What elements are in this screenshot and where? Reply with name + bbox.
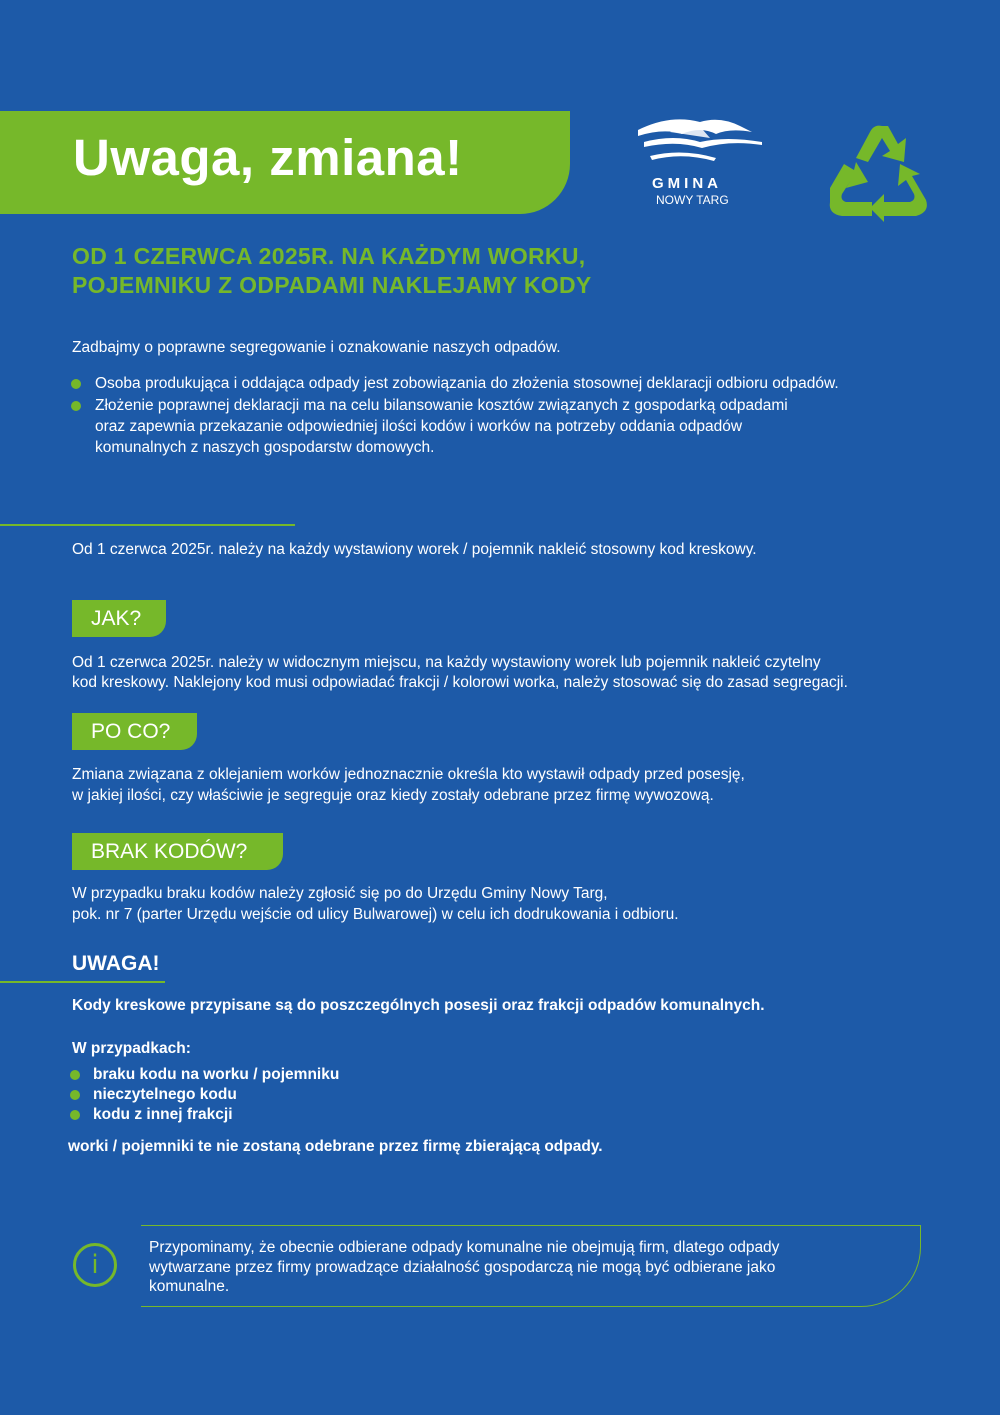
poco-text-line: Zmiana związana z oklejaniem worków jednoznacznie określa kto wystawił odpady przed posesję, xyxy=(72,766,745,783)
notice-text: Od 1 czerwca 2025r. należy na każdy wystawiony worek / pojemnik nakleić stosowny kod kreskowy. xyxy=(72,541,757,558)
section-tag-jak: JAK? xyxy=(72,600,166,637)
intro-text: Zadbajmy o poprawne segregowanie i oznakowanie naszych odpadów. xyxy=(72,339,561,356)
case-item: kodu z innej frakcji xyxy=(93,1106,233,1123)
info-icon: i xyxy=(73,1243,117,1287)
uwaga-heading: UWAGA! xyxy=(72,952,160,975)
bullet-dot xyxy=(71,401,81,411)
info-text-line: wytwarzane przez firmy prowadzące działalność gospodarczą nie mogą być odbierane jako xyxy=(149,1259,776,1276)
bullet-dot xyxy=(70,1070,80,1080)
info-text-line: Przypominamy, że obecnie odbierane odpady komunalne nie obejmują firm, dlatego odpady xyxy=(149,1239,780,1256)
page-title: Uwaga, zmiana! xyxy=(73,129,463,186)
jak-text-line: kod kreskowy. Naklejony kod musi odpowiadać frakcji / kolorowi worka, należy stosować się do zasad segregacji. xyxy=(72,674,848,691)
bullet-item: Złożenie poprawnej deklaracji ma na celu bilansowanie kosztów związanych z gospodarką odpadami xyxy=(95,397,788,414)
poco-text-line: w jakiej ilości, czy właściwie je segreguje oraz kiedy zostały odebrane przez firmę wywozową. xyxy=(72,787,714,804)
brak-text-line: pok. nr 7 (parter Urzędu wejście od ulicy Bulwarowej) w celu ich dodrukowania i odbioru. xyxy=(72,906,679,923)
logo-town-text: NOWY TARG xyxy=(656,193,729,207)
bullet-dot xyxy=(71,379,81,389)
uwaga-conclusion: worki / pojemniki te nie zostaną odebrane przez firmę zbierającą odpady. xyxy=(68,1138,603,1155)
recycle-icon xyxy=(826,118,932,222)
case-item: nieczytelnego kodu xyxy=(93,1086,237,1103)
bullet-item: Osoba produkująca i oddająca odpady jest zobowiązania do złożenia stosownej deklaracji odbioru odpadów. xyxy=(95,375,839,392)
case-item: braku kodu na worku / pojemniku xyxy=(93,1066,340,1083)
logo-gmina-text: GMINA xyxy=(652,175,722,192)
bullet-item-cont: oraz zapewnia przekazanie odpowiedniej ilości kodów i worków na potrzeby oddania odpadów xyxy=(95,418,743,435)
bullet-dot xyxy=(70,1110,80,1120)
headline-line-1: OD 1 CZERWCA 2025R. NA KAŻDYM WORKU, xyxy=(72,243,586,269)
bullet-dot xyxy=(70,1090,80,1100)
section-tag-brak-kodow: BRAK KODÓW? xyxy=(72,833,283,870)
brak-text-line: W przypadku braku kodów należy zgłosić się po do Urzędu Gminy Nowy Targ, xyxy=(72,885,608,902)
cases-label: W przypadkach: xyxy=(72,1040,191,1057)
uwaga-underline xyxy=(0,981,165,983)
info-text-line: komunalne. xyxy=(149,1278,230,1295)
section-tag-po-co: PO CO? xyxy=(72,713,197,750)
divider-line xyxy=(0,524,295,526)
headline-line-2: POJEMNIKU Z ODPADAMI NAKLEJAMY KODY xyxy=(72,272,592,298)
uwaga-statement: Kody kreskowe przypisane są do poszczególnych posesji oraz frakcji odpadów komunalnych. xyxy=(72,997,765,1014)
bullet-item-cont: komunalnych z naszych gospodarstw domowych. xyxy=(95,439,435,456)
jak-text-line: Od 1 czerwca 2025r. należy w widocznym miejscu, na każdy wystawiony worek lub pojemnik nakleić czytelny xyxy=(72,654,821,671)
